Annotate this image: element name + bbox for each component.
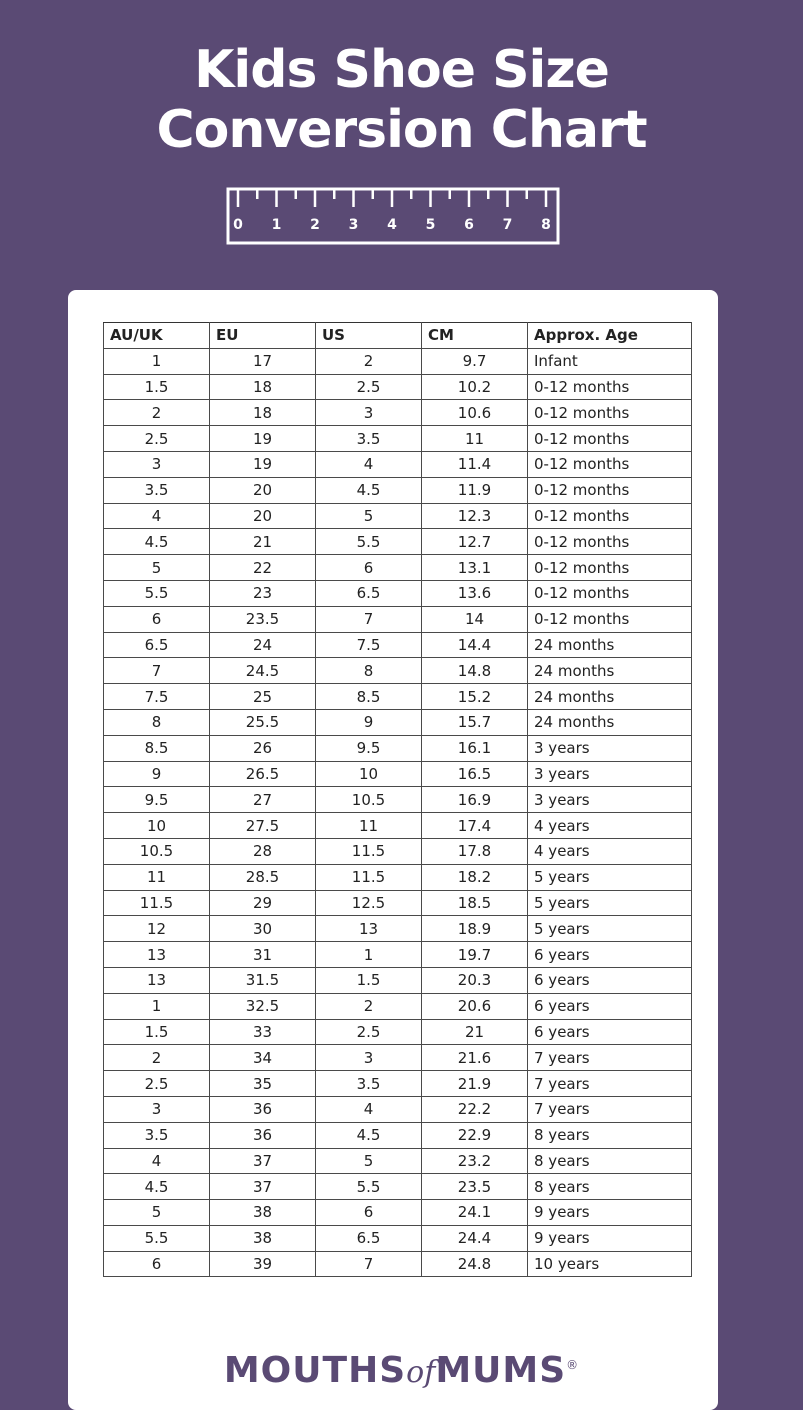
table-cell: 15.7 [422, 709, 528, 735]
ruler-label: 4 [387, 217, 397, 233]
table-cell: 8.5 [316, 684, 422, 710]
table-cell: 38 [210, 1225, 316, 1251]
table-cell: 18.2 [422, 864, 528, 890]
table-cell: 1 [104, 993, 210, 1019]
table-cell: 5 years [528, 916, 692, 942]
table-cell: 3.5 [104, 1122, 210, 1148]
table-cell: 16.5 [422, 761, 528, 787]
registered-mark: ® [566, 1358, 580, 1372]
table-cell: 0-12 months [528, 451, 692, 477]
table-row [104, 1225, 692, 1251]
table-cell: 17.4 [422, 813, 528, 839]
table-cell: 2.5 [104, 426, 210, 452]
table-cell: 4 years [528, 838, 692, 864]
brand-logo-part-3: MUMS [435, 1350, 567, 1391]
table-cell: 7 [316, 606, 422, 632]
table-cell: 23.5 [422, 1174, 528, 1200]
table-cell: 12.5 [316, 890, 422, 916]
table-row [104, 890, 692, 916]
table-cell: 8.5 [104, 735, 210, 761]
table-cell: 5 [316, 1148, 422, 1174]
table-row [104, 1148, 692, 1174]
header-eu: EU [210, 323, 316, 349]
table-cell: 7 [316, 1251, 422, 1277]
table-cell: 13 [104, 942, 210, 968]
table-cell: 14.8 [422, 658, 528, 684]
table-cell: 5.5 [104, 1225, 210, 1251]
table-row [104, 1200, 692, 1226]
table-cell: 22.2 [422, 1096, 528, 1122]
table-row [104, 813, 692, 839]
table-row [104, 1096, 692, 1122]
table-cell: 2.5 [316, 374, 422, 400]
table-cell: 6.5 [316, 580, 422, 606]
table-cell: 16.9 [422, 787, 528, 813]
table-row [104, 864, 692, 890]
table-cell: 24.5 [210, 658, 316, 684]
table-cell: 25 [210, 684, 316, 710]
table-row [104, 555, 692, 581]
table-cell: 24 months [528, 632, 692, 658]
page-title [0, 40, 803, 160]
table-cell: 26 [210, 735, 316, 761]
table-cell: 9.5 [104, 787, 210, 813]
table-cell: 5.5 [104, 580, 210, 606]
table-cell: 0-12 months [528, 477, 692, 503]
table-row [104, 838, 692, 864]
table-row [104, 606, 692, 632]
table-cell: 9.5 [316, 735, 422, 761]
table-row [104, 942, 692, 968]
table-cell: 24 months [528, 709, 692, 735]
table-row [104, 477, 692, 503]
table-row [104, 684, 692, 710]
ruler-label: 7 [502, 217, 513, 233]
brand-logo-part-1: MOUTHS [223, 1350, 407, 1391]
header-approx-age: Approx. Age [528, 323, 692, 349]
table-cell: 22.9 [422, 1122, 528, 1148]
table-cell: 18.5 [422, 890, 528, 916]
ruler-label: 1 [271, 217, 282, 233]
table-cell: 38 [210, 1200, 316, 1226]
table-cell: 3 years [528, 787, 692, 813]
table-cell: 0-12 months [528, 555, 692, 581]
table-cell: 0-12 months [528, 374, 692, 400]
table-cell: 20 [210, 477, 316, 503]
table-row [104, 735, 692, 761]
table-cell: 18.9 [422, 916, 528, 942]
table-row [104, 993, 692, 1019]
ruler-label: 6 [464, 217, 474, 233]
ruler-label: 8 [541, 217, 551, 233]
table-cell: 36 [210, 1122, 316, 1148]
table-row [104, 451, 692, 477]
table-cell: 22 [210, 555, 316, 581]
table-cell: 9 years [528, 1225, 692, 1251]
table-cell: 31.5 [210, 967, 316, 993]
title-line-2: Conversion Chart [156, 100, 647, 160]
table-cell: 21 [210, 529, 316, 555]
ruler-label: 0 [233, 217, 243, 233]
table-cell: 28.5 [210, 864, 316, 890]
table-row [104, 400, 692, 426]
table-cell: 28 [210, 838, 316, 864]
table-cell: 4 [316, 451, 422, 477]
table-cell: 2 [104, 400, 210, 426]
table-cell: 1.5 [316, 967, 422, 993]
table-cell: 13 [104, 967, 210, 993]
table-cell: 2.5 [104, 1071, 210, 1097]
table-cell: 27 [210, 787, 316, 813]
table-row [104, 1019, 692, 1045]
table-cell: 35 [210, 1071, 316, 1097]
table-cell: 29 [210, 890, 316, 916]
table-cell: 11 [422, 426, 528, 452]
table-cell: 39 [210, 1251, 316, 1277]
table-cell: 10.5 [104, 838, 210, 864]
table-cell: 12.7 [422, 529, 528, 555]
size-conversion-table [103, 322, 692, 1277]
title-line-1: Kids Shoe Size [194, 40, 609, 100]
table-cell: 6 [104, 1251, 210, 1277]
table-cell: 1 [316, 942, 422, 968]
table-row [104, 1045, 692, 1071]
table-cell: 4 [104, 503, 210, 529]
table-cell: 20 [210, 503, 316, 529]
table-row [104, 761, 692, 787]
table-cell: 24 [210, 632, 316, 658]
table-row [104, 967, 692, 993]
table-cell: 18 [210, 374, 316, 400]
ruler-label: 3 [348, 217, 359, 233]
table-cell: 11.5 [104, 890, 210, 916]
table-cell: 6 years [528, 942, 692, 968]
table-cell: 6 [104, 606, 210, 632]
table-cell: 14 [422, 606, 528, 632]
table-row [104, 426, 692, 452]
table-cell: 7 years [528, 1096, 692, 1122]
table-cell: 6.5 [104, 632, 210, 658]
table-cell: 0-12 months [528, 529, 692, 555]
table-cell: 9 years [528, 1200, 692, 1226]
table-cell: 5 [104, 555, 210, 581]
table-cell: 7.5 [316, 632, 422, 658]
table-cell: 4 [316, 1096, 422, 1122]
table-cell: 1.5 [104, 1019, 210, 1045]
table-cell: 30 [210, 916, 316, 942]
table-cell: 10.2 [422, 374, 528, 400]
table-cell: 5.5 [316, 1174, 422, 1200]
table-cell: 26.5 [210, 761, 316, 787]
table-cell: 8 years [528, 1122, 692, 1148]
table-row [104, 1251, 692, 1277]
table-cell: 24.4 [422, 1225, 528, 1251]
table-cell: 10 years [528, 1251, 692, 1277]
table-cell: 7.5 [104, 684, 210, 710]
table-cell: 0-12 months [528, 503, 692, 529]
table-cell: 5 years [528, 864, 692, 890]
header-cm: CM [422, 323, 528, 349]
table-cell: 10.5 [316, 787, 422, 813]
table-row [104, 374, 692, 400]
table-cell: 11.4 [422, 451, 528, 477]
table-row [104, 1122, 692, 1148]
table-cell: 24.1 [422, 1200, 528, 1226]
header-au-uk: AU/UK [104, 323, 210, 349]
table-cell: 6 years [528, 1019, 692, 1045]
table-cell: 0-12 months [528, 580, 692, 606]
table-row [104, 709, 692, 735]
table-cell: 4.5 [104, 529, 210, 555]
table-cell: 31 [210, 942, 316, 968]
table-cell: 7 years [528, 1071, 692, 1097]
table-cell: 9.7 [422, 348, 528, 374]
table-cell: 9 [104, 761, 210, 787]
table-cell: 21.6 [422, 1045, 528, 1071]
table-cell: 2 [104, 1045, 210, 1071]
table-cell: 6 years [528, 993, 692, 1019]
ruler-icon [226, 185, 560, 247]
table-row [104, 1071, 692, 1097]
table-cell: 4 [104, 1148, 210, 1174]
table-cell: 3.5 [316, 1071, 422, 1097]
table-row [104, 916, 692, 942]
table-cell: 20.3 [422, 967, 528, 993]
table-cell: 10.6 [422, 400, 528, 426]
brand-logo [0, 1350, 803, 1391]
table-cell: 8 years [528, 1174, 692, 1200]
table-cell: 1.5 [104, 374, 210, 400]
table-cell: 1 [104, 348, 210, 374]
header-us: US [316, 323, 422, 349]
table-cell: 2 [316, 993, 422, 1019]
brand-logo-part-2: of [406, 1355, 436, 1390]
table-cell: 0-12 months [528, 426, 692, 452]
table-header-row [104, 323, 692, 349]
table-cell: 13.1 [422, 555, 528, 581]
table-cell: 4 years [528, 813, 692, 839]
table-cell: 14.4 [422, 632, 528, 658]
table-cell: 3.5 [316, 426, 422, 452]
table-cell: 4.5 [104, 1174, 210, 1200]
table-cell: 11.5 [316, 864, 422, 890]
table-cell: 25.5 [210, 709, 316, 735]
table-cell: 21.9 [422, 1071, 528, 1097]
table-cell: 0-12 months [528, 606, 692, 632]
table-cell: 5 years [528, 890, 692, 916]
table-cell: 19.7 [422, 942, 528, 968]
table-row [104, 1174, 692, 1200]
table-cell: 7 years [528, 1045, 692, 1071]
table-cell: 24 months [528, 658, 692, 684]
table-row [104, 580, 692, 606]
table-cell: 8 [104, 709, 210, 735]
table-cell: 13.6 [422, 580, 528, 606]
table-cell: 18 [210, 400, 316, 426]
table-cell: 10 [104, 813, 210, 839]
table-cell: 15.2 [422, 684, 528, 710]
table-cell: 11 [104, 864, 210, 890]
table-cell: 8 [316, 658, 422, 684]
table-cell: 24.8 [422, 1251, 528, 1277]
table-cell: 9 [316, 709, 422, 735]
table-cell: 23 [210, 580, 316, 606]
table-cell: 36 [210, 1096, 316, 1122]
table-cell: 19 [210, 426, 316, 452]
table-cell: 16.1 [422, 735, 528, 761]
table-cell: 23.5 [210, 606, 316, 632]
table-cell: 32.5 [210, 993, 316, 1019]
table-cell: 6 years [528, 967, 692, 993]
table-cell: 3 [316, 1045, 422, 1071]
table-cell: 3 years [528, 735, 692, 761]
table-row [104, 787, 692, 813]
table-cell: 11.9 [422, 477, 528, 503]
table-cell: 3 [316, 400, 422, 426]
table-cell: 4.5 [316, 1122, 422, 1148]
table-cell: 7 [104, 658, 210, 684]
table-cell: 0-12 months [528, 400, 692, 426]
table-cell: 27.5 [210, 813, 316, 839]
table-cell: 2.5 [316, 1019, 422, 1045]
table-row [104, 529, 692, 555]
table-cell: 17 [210, 348, 316, 374]
table-cell: 11.5 [316, 838, 422, 864]
table-cell: 24 months [528, 684, 692, 710]
table-row [104, 348, 692, 374]
table-cell: 6.5 [316, 1225, 422, 1251]
table-cell: 5.5 [316, 529, 422, 555]
table-cell: 19 [210, 451, 316, 477]
table-cell: 8 years [528, 1148, 692, 1174]
table-cell: 12.3 [422, 503, 528, 529]
table-row [104, 658, 692, 684]
ruler-label: 2 [310, 217, 320, 233]
table-cell: 2 [316, 348, 422, 374]
table-cell: 3 [104, 451, 210, 477]
table-cell: 3 [104, 1096, 210, 1122]
table-cell: 11 [316, 813, 422, 839]
table-cell: 4.5 [316, 477, 422, 503]
table-cell: 34 [210, 1045, 316, 1071]
table-cell: 13 [316, 916, 422, 942]
table-row [104, 503, 692, 529]
table-cell: 12 [104, 916, 210, 942]
table-cell: 6 [316, 555, 422, 581]
table-cell: 23.2 [422, 1148, 528, 1174]
table-cell: 20.6 [422, 993, 528, 1019]
table-cell: 21 [422, 1019, 528, 1045]
table-cell: Infant [528, 348, 692, 374]
table-cell: 5 [316, 503, 422, 529]
table-cell: 6 [316, 1200, 422, 1226]
table-cell: 3 years [528, 761, 692, 787]
table-cell: 37 [210, 1148, 316, 1174]
table-cell: 17.8 [422, 838, 528, 864]
table-cell: 37 [210, 1174, 316, 1200]
ruler-label: 5 [425, 217, 436, 233]
table-cell: 5 [104, 1200, 210, 1226]
table-cell: 3.5 [104, 477, 210, 503]
table-row [104, 632, 692, 658]
table-cell: 33 [210, 1019, 316, 1045]
table-cell: 10 [316, 761, 422, 787]
